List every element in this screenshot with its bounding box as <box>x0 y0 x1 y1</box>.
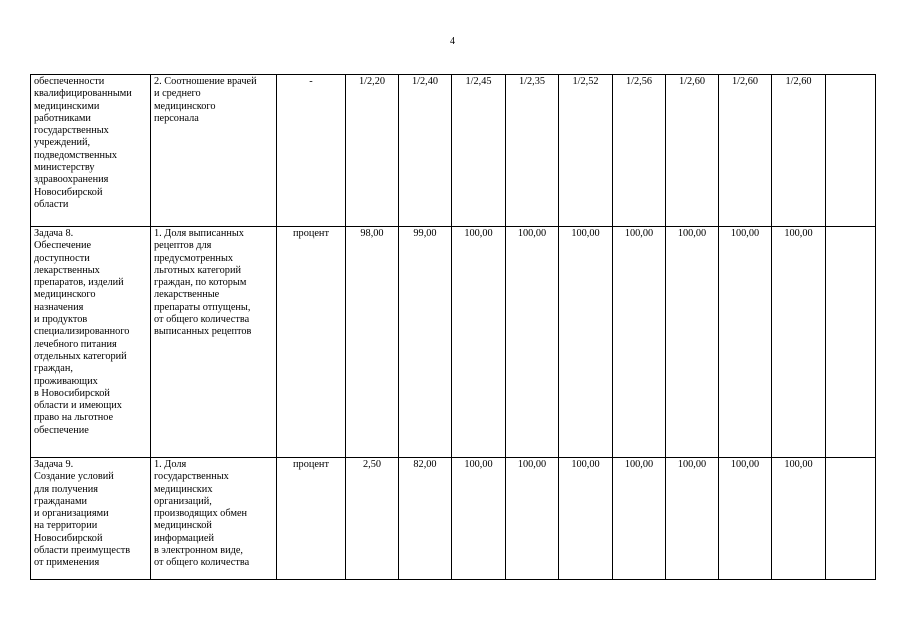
value-cell: 2,50 <box>346 458 399 580</box>
task-cell: Задача 9. Создание условий для получения гражданами и организациями на территории Новосибирской области преимуществ от применения <box>31 458 151 580</box>
value-cell: 100,00 <box>772 458 826 580</box>
value-cell: 1/2,60 <box>666 75 719 227</box>
value-cell: 1/2,60 <box>719 75 772 227</box>
value-cell: 100,00 <box>772 227 826 458</box>
empty-cell <box>826 227 876 458</box>
empty-cell <box>826 75 876 227</box>
value-cell: 100,00 <box>452 227 506 458</box>
unit-cell: процент <box>277 458 346 580</box>
value-cell: 99,00 <box>399 227 452 458</box>
value-cell: 1/2,20 <box>346 75 399 227</box>
value-cell: 1/2,56 <box>613 75 666 227</box>
page-number: 4 <box>450 36 455 47</box>
value-cell: 100,00 <box>559 227 613 458</box>
value-cell: 100,00 <box>559 458 613 580</box>
indicator-cell: 1. Доля государственных медицинских организаций, производящих обмен медицинской информацией в электронном виде, от общего количества <box>151 458 277 580</box>
value-cell: 100,00 <box>666 458 719 580</box>
indicators-table <box>30 74 876 580</box>
value-cell: 100,00 <box>613 227 666 458</box>
task-cell: обеспеченности квалифицированными медицинскими работниками государственных учреждений, подведомственных министерству здравоохранения Новосибирской области <box>31 75 151 227</box>
value-cell: 100,00 <box>506 458 559 580</box>
value-cell: 1/2,40 <box>399 75 452 227</box>
indicator-cell: 2. Соотношение врачей и среднего медицинского персонала <box>151 75 277 227</box>
table-row <box>31 75 876 227</box>
indicator-cell: 1. Доля выписанных рецептов для предусмотренных льготных категорий граждан, по которым лекарственные препараты отпущены, от общего количества выписанных рецептов <box>151 227 277 458</box>
value-cell: 100,00 <box>719 227 772 458</box>
table-row <box>31 458 876 580</box>
unit-cell: - <box>277 75 346 227</box>
value-cell: 1/2,60 <box>772 75 826 227</box>
value-cell: 100,00 <box>452 458 506 580</box>
value-cell: 1/2,35 <box>506 75 559 227</box>
value-cell: 98,00 <box>346 227 399 458</box>
value-cell: 100,00 <box>719 458 772 580</box>
value-cell: 100,00 <box>506 227 559 458</box>
value-cell: 100,00 <box>666 227 719 458</box>
table-row <box>31 227 876 458</box>
value-cell: 82,00 <box>399 458 452 580</box>
value-cell: 1/2,45 <box>452 75 506 227</box>
task-cell: Задача 8. Обеспечение доступности лекарственных препаратов, изделий медицинского назначения и продуктов специализированного лечебного питания отдельных категорий граждан, проживающих в Новосибирской области и имеющих право на льготное обеспечение <box>31 227 151 458</box>
value-cell: 100,00 <box>613 458 666 580</box>
value-cell: 1/2,52 <box>559 75 613 227</box>
empty-cell <box>826 458 876 580</box>
unit-cell: процент <box>277 227 346 458</box>
